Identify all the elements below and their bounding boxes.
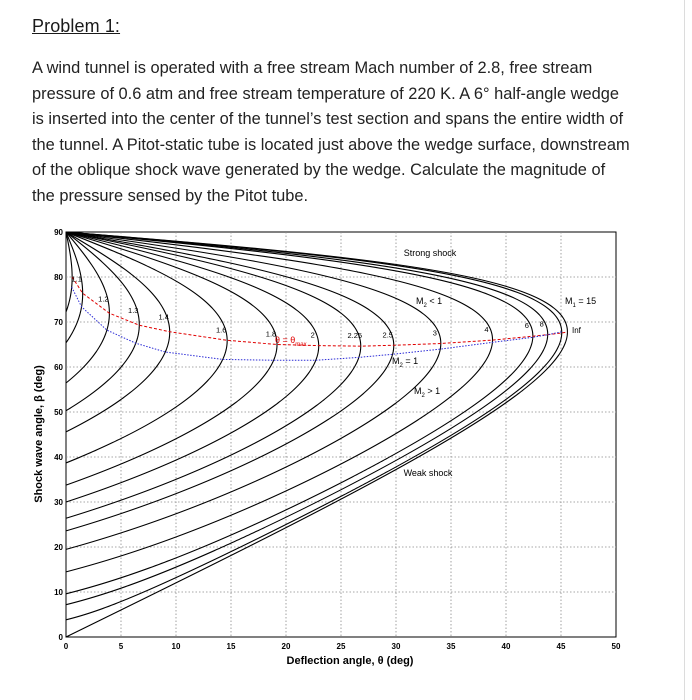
x-tick-label: 10 [171, 642, 181, 651]
y-tick-label: 20 [54, 543, 63, 552]
m2-equals-1-label: $M_2 = 1$ [392, 356, 419, 369]
x-tick-label: 15 [226, 642, 236, 651]
x-tick-label: 25 [336, 642, 346, 651]
x-tick-label: 45 [556, 642, 566, 651]
mach-label: 1.8 [265, 329, 277, 339]
y-tick-label: 50 [54, 408, 63, 417]
mach-label: 3 [432, 328, 437, 338]
mach-label: 6 [524, 321, 529, 331]
problem-heading: Problem 1: [32, 16, 121, 36]
y-tick-label: 70 [54, 318, 63, 327]
y-tick-label: 40 [54, 453, 63, 462]
x-tick-label: 50 [611, 642, 621, 651]
mach-label: 1.4 [158, 312, 169, 322]
strong-shock-label: Strong shock [403, 248, 457, 258]
x-tick-label: 20 [281, 642, 291, 651]
m2-less-than-1-label: $M_2 < 1$ [416, 296, 443, 309]
weak-shock-label: Weak shock [403, 468, 453, 478]
mach-label: 1.3 [128, 306, 139, 316]
m2-greater-than-1-label: $M_2 > 1$ [414, 386, 441, 399]
y-axis-label: Shock wave angle, β (deg) [33, 365, 45, 503]
mach-label: 2.25 [347, 331, 363, 341]
mach-label: 4 [484, 325, 489, 335]
y-tick-label: 10 [54, 588, 63, 597]
mach-label: 1.6 [215, 325, 227, 335]
mach-label: 2.5 [382, 330, 393, 340]
y-tick-label: 0 [58, 633, 63, 642]
x-tick-label: 40 [501, 642, 511, 651]
mach-label: 1.2 [98, 294, 109, 304]
y-tick-label: 60 [54, 363, 63, 372]
theta-max-label: $\theta = \theta_{max}$ [275, 335, 307, 348]
y-tick-label: 30 [54, 498, 63, 507]
mach-label: 8 [539, 319, 544, 329]
x-tick-label: 0 [63, 642, 69, 651]
problem-statement: A wind tunnel is operated with a free stream Mach number of 2.8, free stream pressure of 0.6 atm and free stream temperature of 220 K. A 6° half-angle wedge is inserted into the center of the tunnel’s test section and spans the entire width of the tunnel. A Pitot-static tube is located just above the wedge surface, downstream of the oblique shock wave generated by the wedge. Calculate the magnitude of the pressure sensed by the Pitot tube. [32, 59, 630, 205]
y-tick-label: 80 [54, 273, 63, 282]
x-axis-label: Deflection angle, θ (deg) [286, 655, 414, 667]
inf-mach-label: Inf [572, 326, 581, 335]
mach-label: 2 [310, 330, 315, 340]
m1-equals-15-label: $M_1 = 15$ [565, 296, 597, 309]
oblique-shock-chart [0, 224, 650, 674]
x-tick-label: 30 [391, 642, 401, 651]
x-tick-label: 35 [446, 642, 456, 651]
mach-label: 1.1 [71, 274, 82, 284]
x-tick-label: 5 [118, 642, 124, 651]
y-tick-label: 90 [54, 228, 63, 237]
